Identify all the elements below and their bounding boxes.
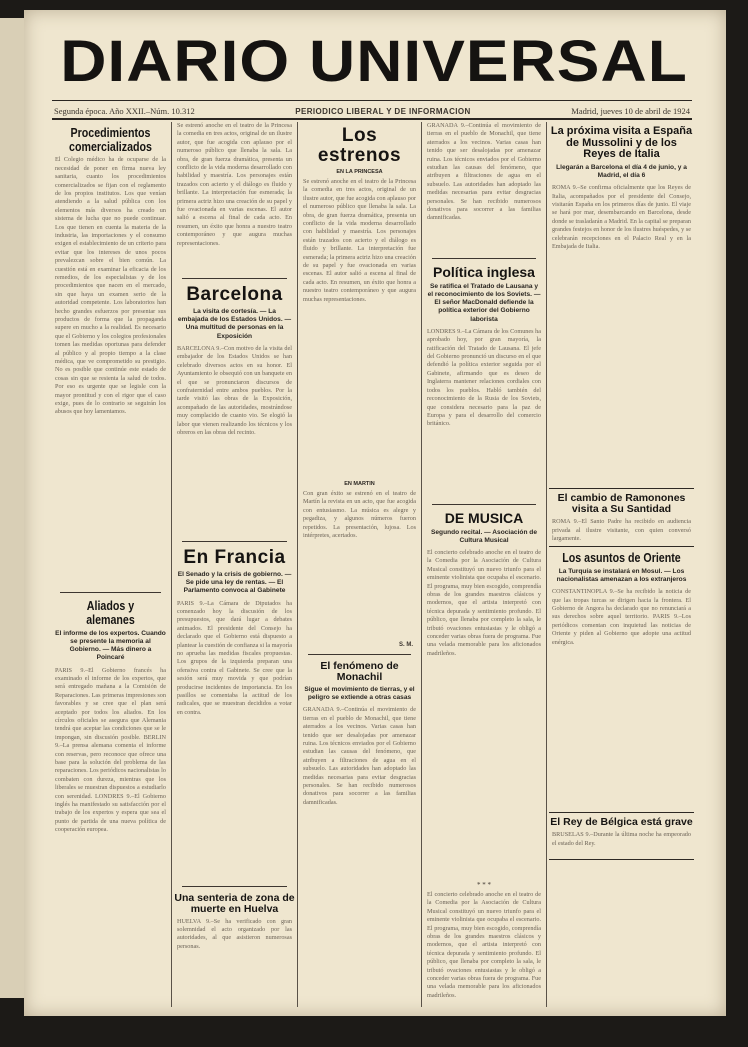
deck-aliados: El informe de los expertos. Cuando se presente la memoria al Gobierno. — Más dinero a Poincaré [55,629,166,662]
deck-oriente: La Turquía se instalará en Mosul. — Los nacionalistas amenazan a los extranjeros [556,567,687,584]
kicker-princesa: EN LA PRINCESA [336,168,383,175]
headline-zona: Una senteria de zona de muerte en Huelva [174,891,295,915]
box-camino [549,488,694,547]
headline-oriente: Los asuntos de Oriente [562,550,681,566]
article-body-estrenos-cont: Se estrenó anoche en el teatro de la Princesa la comedia en tres actos, original de un ilustre autor, que fue acogida con aplauso por el numeroso público que llenaba la sala. La obra, de gran fuerza dramática, presenta un conflicto de la vida moderna desarrollado con habilidad y maestría. Los personajes están trazados con acierto y el diálogo es fluido y brillante. La interpretación fue esmerada; la primera actriz hizo una creación de su papel y fue ovacionada en varias escenas. El autor salió a escena al final de cada acto. En resumen, un éxito que honra a nuestro teatro contemporáneo y que augura muchas representaciones. [177,122,292,247]
headline-estrenos: Los estrenos [317,125,402,166]
article-body-camino: ROMA 9.–El Santo Padre ha recibido en audiencia privada al ilustre visitante, con quien conversó largamente. [552,518,691,542]
article-body-musica-more: El concierto celebrado anoche en el teatro de la Comedia por la Asociación de Cultura Musical constituyó un nuevo triunfo para el eminente violinista que ocupaba el escenario. El programa, muy bien escogido, comprendía obras de los grandes maestros clásicos y modernos, que el artista interpretó con técnica depurada y sentimiento profundo. El público, que llenaba por completo la sala, le tributó ovaciones entusiastas y le obligó a conceder varias obras fuera de programa. Fue una velada memorable para los aficionados madrileños. [427,891,541,999]
headline-visita: La próxima visita a España de Mussolini y de los Reyes de Italia [550,125,693,161]
article-separator [182,278,287,279]
adjacent-page-edge [0,18,27,998]
masthead-rule-bottom [52,118,692,120]
article-separator [308,654,411,655]
headline-camino: El cambio de Ramonones visita a Su Santidad [557,492,686,516]
article-body-musica: El concierto celebrado anoche en el teatro de la Comedia por la Asociación de Cultura Musical constituyó un nuevo triunfo para el eminente violinista que ocupaba el escenario. El programa, muy bien escogido, comprendía obras de los grandes maestros clásicos y modernos, que el artista interpretó con técnica depurada y sentimiento profundo. El público, que llenaba por completo la sala, le tributó ovaciones entusiastas y le obligó a conceder varias obras fuera de programa. Fue una velada memorable para los aficionados madrileños. [427,549,541,657]
article-body-procedimientos: El Colegio médico ha de ocuparse de la necesidad de poner en firma nueva ley sanitaria, cuanto los procedimientos comercializados se fijan con el reglamento de los propios institutos. Los que venían atendiendo a la salud pública con los elementos más diversos ha creado un sistema de lucha que no puede continuar. Los que tienen en cuenta la materia de la industria, las importaciones y el consumo exigen el establecimiento de un criterio para evitar que los intereses de unos pocos prevalezcan sobre el bien común. La cuestión está en examinar la eficacia de los remedios, de los especialistas y de los procedimientos que nacen en el mercado, sin que haya un examen serio de la autoridad competente. Los laboratorios han hecho grandes esfuerzos por presentar sus productos de forma que la propaganda supere en mucho a la realidad. Es necesario que el Gobierno y los colegios profesionales tomen las medidas oportunas para defender al público y al propio tiempo a la clase médica, que ve comprometido su prestigio. No es posible que continúe este estado de cosas sin que se resienta la salud de todos. Por eso es urgente que se legisle con la mayor prontitud y con el rigor que el caso exige, pues de lo contrario se seguirán los abusos que hoy lamentamos. [55,156,166,416]
article-separator [182,886,287,887]
headline-aliados: Aliados y alemanes [86,598,135,627]
deck-musica: Segundo recital. — Asociación de Cultura Musical [430,528,537,544]
article-separator [432,504,536,505]
column-rule [421,122,422,1007]
article-body-estrenos-martin: Con gran éxito se estrenó en el teatro de Martín la revista en un acto, que fue acogida con entusiasmo. La música es alegre y pegadiza, y algunos números fueron repetidos. La presentación, lujosa. Los intérpretes, acertados. [303,489,416,539]
column-rule [297,122,298,1007]
headline-procedimientos: Procedimientos comercializados [69,125,152,154]
deck-visita: Llegarán a Barcelona el día 4 de junio, y a Madrid, el día 6 [556,163,687,179]
article-separator [432,258,536,259]
column-2 [174,122,295,1012]
article-body-monachil-cont: GRANADA 9.–Continúa el movimiento de tierras en el pueblo de Monachil, que tiene aterrados a los vecinos. Varias casas han tenido que ser desalojadas por amenazar ruina. Los técnicos enviados por el Gobierno estudian las causas del fenómeno, que atribuyen a filtraciones de agua en el subsuelo. Las autoridades han adoptado las medidas necesarias para evitar desgracias personales. Se han recibido numerosos donativos para socorrer a las familias damnificadas. [427,122,541,222]
newspaper-page [24,10,726,1016]
headline-barcelona: Barcelona [186,284,283,305]
article-body-barcelona: BARCELONA 9.–Con motivo de la visita del embajador de los Estados Unidos se han celebrado diversos actos en su honor. El Ayuntamiento le obsequió con un banquete en el que se pronunciaron discursos de confraternidad entre ambos pueblos. Por la tarde visitó las obras de la Exposición, acompañado de las autoridades, mostrándose muy complacido de cuanto vio. Se elogió la labor que vienen realizando los técnicos y los obreros en las obras del recinto. [177,344,292,436]
headline-musica: DE MUSICA [444,509,524,526]
kicker-martin: EN MARTIN [344,480,375,487]
masthead-subline [54,104,690,118]
deck-monachil: Sigue el movimiento de tierras, y el peligro se extiende a otras casas [304,685,415,702]
masthead-rule-top [52,100,692,101]
column-rule [546,122,547,1007]
masthead-epoch: Segunda época. Año XXII.–Núm. 10.312 [54,106,195,116]
article-body-monachil: GRANADA 9.–Continúa el movimiento de tierras en el pueblo de Monachil, que tiene aterrados a los vecinos. Varias casas han tenido que ser desalojadas por amenazar ruina. Los técnicos enviados por el Gobierno estudian las causas del fenómeno, que atribuyen a filtraciones de agua en el subsuelo. Las autoridades han adoptado las medidas necesarias para evitar desgracias personales. Se han recibido numerosos donativos para socorrer a las familias damnificadas. [303,706,416,806]
article-body-estrenos: Se estrenó anoche en el teatro de la Princesa la comedia en tres actos, original de un ilustre autor, que fue acogida con aplauso por el numeroso público que llenaba la sala. La obra, de gran fuerza dramática, presenta un conflicto de la vida moderna desarrollado con habilidad y maestría. Los personajes están trazados con acierto y el diálogo es fluido y brillante. La interpretación fue esmerada; la primera actriz hizo una creación de su papel y fue ovacionada en varias escenas. El autor salió a escena al final de cada acto. En resumen, un éxito que honra a nuestro teatro contemporáneo y que augura muchas representaciones. [303,177,416,303]
headline-francia: En Francia [183,546,286,568]
article-body-visita: ROMA 9.–Se confirma oficialmente que los Reyes de Italia, acompañados por el presidente del Consejo, visitarán España en los primeros días de junio. El viaje se hará por mar, desembarcando en Barcelona, desde donde se trasladarán a Madrid. En la capital se preparan grandes festejos en honor de los ilustres huéspedes, y se celebrarán recepciones en el Palacio Real y en la Embajada de Italia. [552,184,691,250]
article-body-politica-inglesa: LONDRES 9.–La Cámara de los Comunes ha aprobado hoy, por gran mayoría, la ratificación del Tratado de Lausana. El jefe del Gobierno pronunció un discurso en el que defendió la política exterior seguida por el Gabinete, afirmando que es deseo de Inglaterra mantener relaciones cordiales con todos los pueblos. Habló también del reconocimiento de la Rusia de los Soviets, que considera necesario para la paz de Europa y para el desarrollo del comercio británico. [427,327,541,428]
box-belgica [549,812,694,860]
masthead-dateline: Madrid, jueves 10 de abril de 1924 [571,106,690,116]
headline-belgica: El Rey de Bélgica está grave [550,816,693,829]
masthead-title: DIARIO UNIVERSAL [60,27,688,95]
masthead-tagline: PERIODICO LIBERAL Y DE INFORMACION [295,106,471,116]
article-body-oriente: CONSTANTINOPLA 9.–Se ha recibido la noticia de que las tropas turcas se dirigen hacia la frontera. El Gobierno de Angora ha declarado que no renunciará a sus derechos sobre aquel territorio. PARIS 9.–Los periódicos comentan con inquietud las noticias de Oriente y piden al Gobierno que adopte una actitud enérgica. [552,588,691,646]
deck-francia: El Senado y la crisis de gobierno. — Se pide una ley de rentas. — El Parlamento convoca al Gabinete [177,570,292,595]
article-body-zona: HUELVA 9.–Se ha verificado con gran solemnidad el acto organizado por las autoridades, al que asistieron numerosas personas. [177,917,292,950]
separator-stars: * * * [477,881,491,890]
article-body-belgica: BRUSELAS 9.–Durante la última noche ha empeorado el estado del Rey. [552,831,691,847]
column-5 [549,122,694,1012]
headline-monachil: El fenómeno de Monachil [320,659,399,683]
column-3 [300,122,419,1012]
deck-politica-inglesa: Se ratifica el Tratado de Lausana y el reconocimiento de los Soviets. — El señor MacDonald defiende la política exterior del Gobierno laborista [427,282,541,323]
article-separator [60,592,161,593]
article-body-aliados: PARIS 9.–El Gobierno francés ha examinado el informe de los expertos, que será entregado mañana a la Comisión de Reparaciones. Las primeras impresiones son favorables y se cree que el plan será aceptado por todos los aliados. En los círculos oficiales se asegura que Alemania tendrá que aceptar las condiciones que se le impongan, sin discusión posible. BERLIN 9.–La prensa alemana comenta el informe con reservas, pero reconoce que ofrece una base para la solución del problema de las reparaciones. Los periódicos nacionalistas lo combaten con dureza, mientras que los liberales se muestran dispuestos a estudiarlo con serenidad. LONDRES 9.–El Gobierno inglés ha manifestado su satisfacción por el trabajo de los expertos y espera que sea el punto de partida de una nueva política de cooperación europea. [55,666,166,834]
column-rule [171,122,172,1007]
headline-politica-inglesa: Política inglesa [433,264,535,280]
article-body-francia: PARIS 9.–La Cámara de Diputados ha comenzado hoy la discusión de los presupuestos, que dará lugar a debates animados. El presidente del Consejo ha declarado que el Gobierno está dispuesto a plantear la cuestión de confianza si la mayoría no aprueba las medidas fiscales propuestas. Los grupos de la izquierda preparan una ofensiva contra el Gabinete. Se cree que la sesión será muy movida y que podrían producirse incidentes de importancia. En los pasillos se comentaba la actitud de los radicales, que se muestran decididos a votar en contra. [177,599,292,716]
column-4 [424,122,544,1012]
deck-barcelona: La visita de cortesía. — La embajada de los Estados Unidos. — Una multitud de personas en la Exposición [177,307,292,340]
article-signature: S. M. [398,641,413,648]
column-1 [52,122,169,1012]
article-separator [182,541,287,542]
